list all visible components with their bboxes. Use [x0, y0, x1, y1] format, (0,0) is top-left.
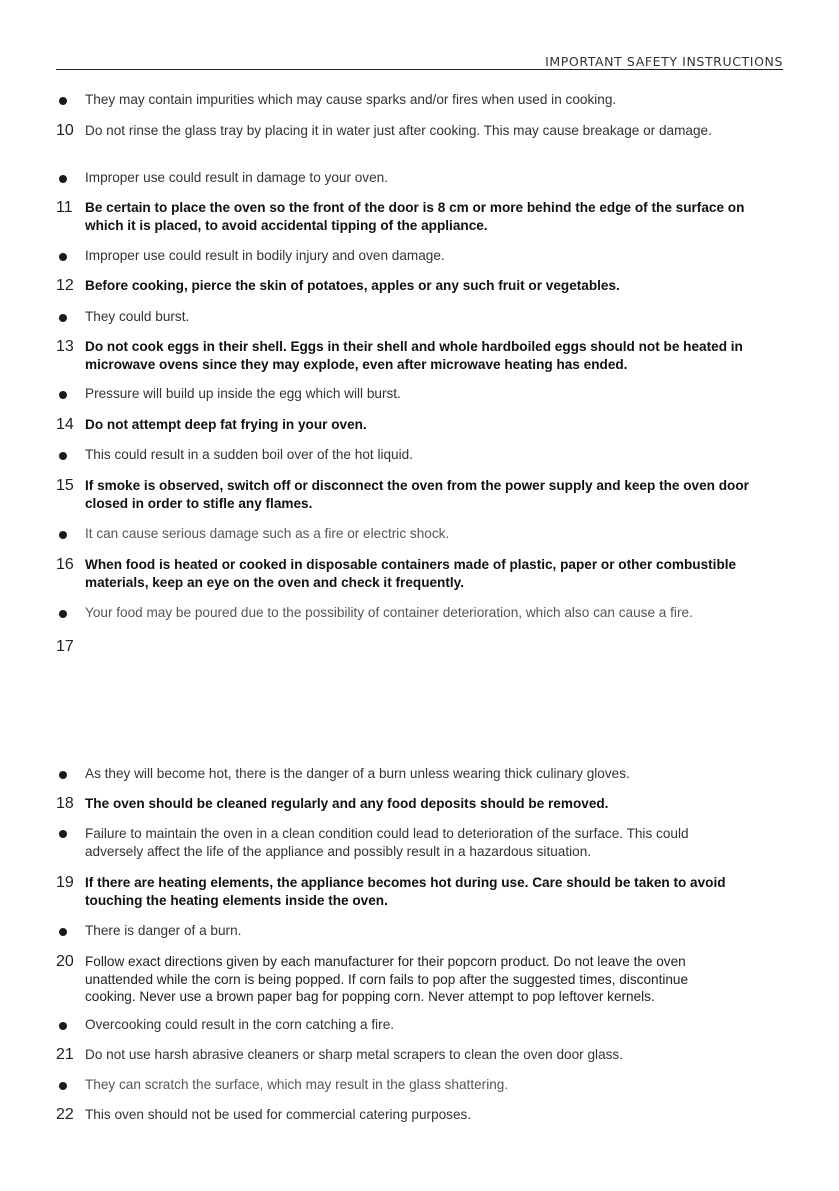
item-number: 22: [56, 1106, 74, 1123]
item-text: Follow exact directions given by each manufacturer for their popcorn product. Do not leave the oven unattended while the corn is being popped. If corn fails to pop after the suggested times, discontinue cooking. Never use a brown paper bag for popping corn. Never attempt to pop leftover kernels.: [85, 954, 689, 1004]
item-number: 17: [56, 638, 74, 655]
item-number: 21: [56, 1046, 74, 1063]
item-text: They can scratch the surface, which may result in the glass shattering.: [85, 1077, 509, 1092]
item-text: This oven should not be used for commercial catering purposes.: [85, 1107, 472, 1122]
item-text: Do not cook eggs in their shell. Eggs in their shell and whole hardboiled eggs should not be heated in microwave ovens since they may explode, even after microwave heating has ended.: [85, 339, 743, 372]
item-number: 11: [56, 199, 73, 216]
item-number: 20: [56, 953, 74, 970]
bullet-icon: [59, 531, 67, 539]
item-number: 13: [56, 338, 74, 355]
item-text: As they will become hot, there is the danger of a burn unless wearing thick culinary gloves.: [85, 766, 630, 781]
bullet-icon: [59, 175, 67, 183]
bullet-icon: [59, 97, 67, 105]
item-text: Do not attempt deep fat frying in your oven.: [85, 417, 367, 432]
item-text: When food is heated or cooked in disposable containers made of plastic, paper or other combustible materials, keep an eye on the oven and check it frequently.: [85, 557, 737, 590]
item-text: Be certain to place the oven so the front of the door is 8 cm or more behind the edge of the surface on which it is placed, to avoid accidental tipping of the appliance.: [85, 200, 745, 233]
item-number: 12: [56, 277, 74, 294]
item-text: There is danger of a burn.: [85, 923, 242, 938]
bullet-icon: [59, 314, 67, 322]
item-text: Do not use harsh abrasive cleaners or sharp metal scrapers to clean the oven door glass.: [85, 1047, 623, 1062]
item-text: It can cause serious damage such as a fire or electric shock.: [85, 526, 450, 541]
header-divider: [56, 69, 783, 70]
bullet-icon: [59, 253, 67, 261]
item-text: The oven should be cleaned regularly and any food deposits should be removed.: [85, 796, 609, 811]
item-number: 10: [56, 122, 74, 139]
header-title: IMPORTANT SAFETY INSTRUCTIONS: [545, 54, 783, 69]
item-number: 14: [56, 416, 74, 433]
item-text: They could burst.: [85, 309, 190, 324]
item-text: Do not rinse the glass tray by placing it in water just after cooking. This may cause breakage or damage.: [85, 123, 712, 138]
item-text: Overcooking could result in the corn catching a fire.: [85, 1017, 395, 1032]
item-number: 19: [56, 874, 74, 891]
item-text: Failure to maintain the oven in a clean condition could lead to deterioration of the surface. This could adversely affect the life of the appliance and possibly result in a hazardous situation.: [85, 826, 689, 859]
item-number: 16: [56, 556, 74, 573]
item-text: Improper use could result in bodily injury and oven damage.: [85, 248, 445, 263]
bullet-icon: [59, 928, 67, 936]
bullet-icon: [59, 771, 67, 779]
bullet-icon: [59, 1022, 67, 1030]
item-text: If smoke is observed, switch off or disconnect the oven from the power supply and keep the oven door closed in order to stifle any flames.: [85, 478, 749, 511]
item-text: Improper use could result in damage to your oven.: [85, 170, 389, 185]
item-text: Pressure will build up inside the egg which will burst.: [85, 386, 401, 401]
item-number: 18: [56, 795, 74, 812]
item-number: 15: [56, 477, 74, 494]
item-text: Before cooking, pierce the skin of potatoes, apples or any such fruit or vegetables.: [85, 278, 620, 293]
item-text: Your food may be poured due to the possibility of container deterioration, which also can cause a fire.: [85, 605, 693, 620]
bullet-icon: [59, 391, 67, 399]
bullet-icon: [59, 830, 67, 838]
item-text: This could result in a sudden boil over of the hot liquid.: [85, 447, 413, 462]
item-text: They may contain impurities which may cause sparks and/or fires when used in cooking.: [85, 92, 617, 107]
bullet-icon: [59, 452, 67, 460]
bullet-icon: [59, 1082, 67, 1090]
item-text: If there are heating elements, the appliance becomes hot during use. Care should be taken to avoid touching the heating elements inside the oven.: [85, 875, 726, 908]
bullet-icon: [59, 610, 67, 618]
